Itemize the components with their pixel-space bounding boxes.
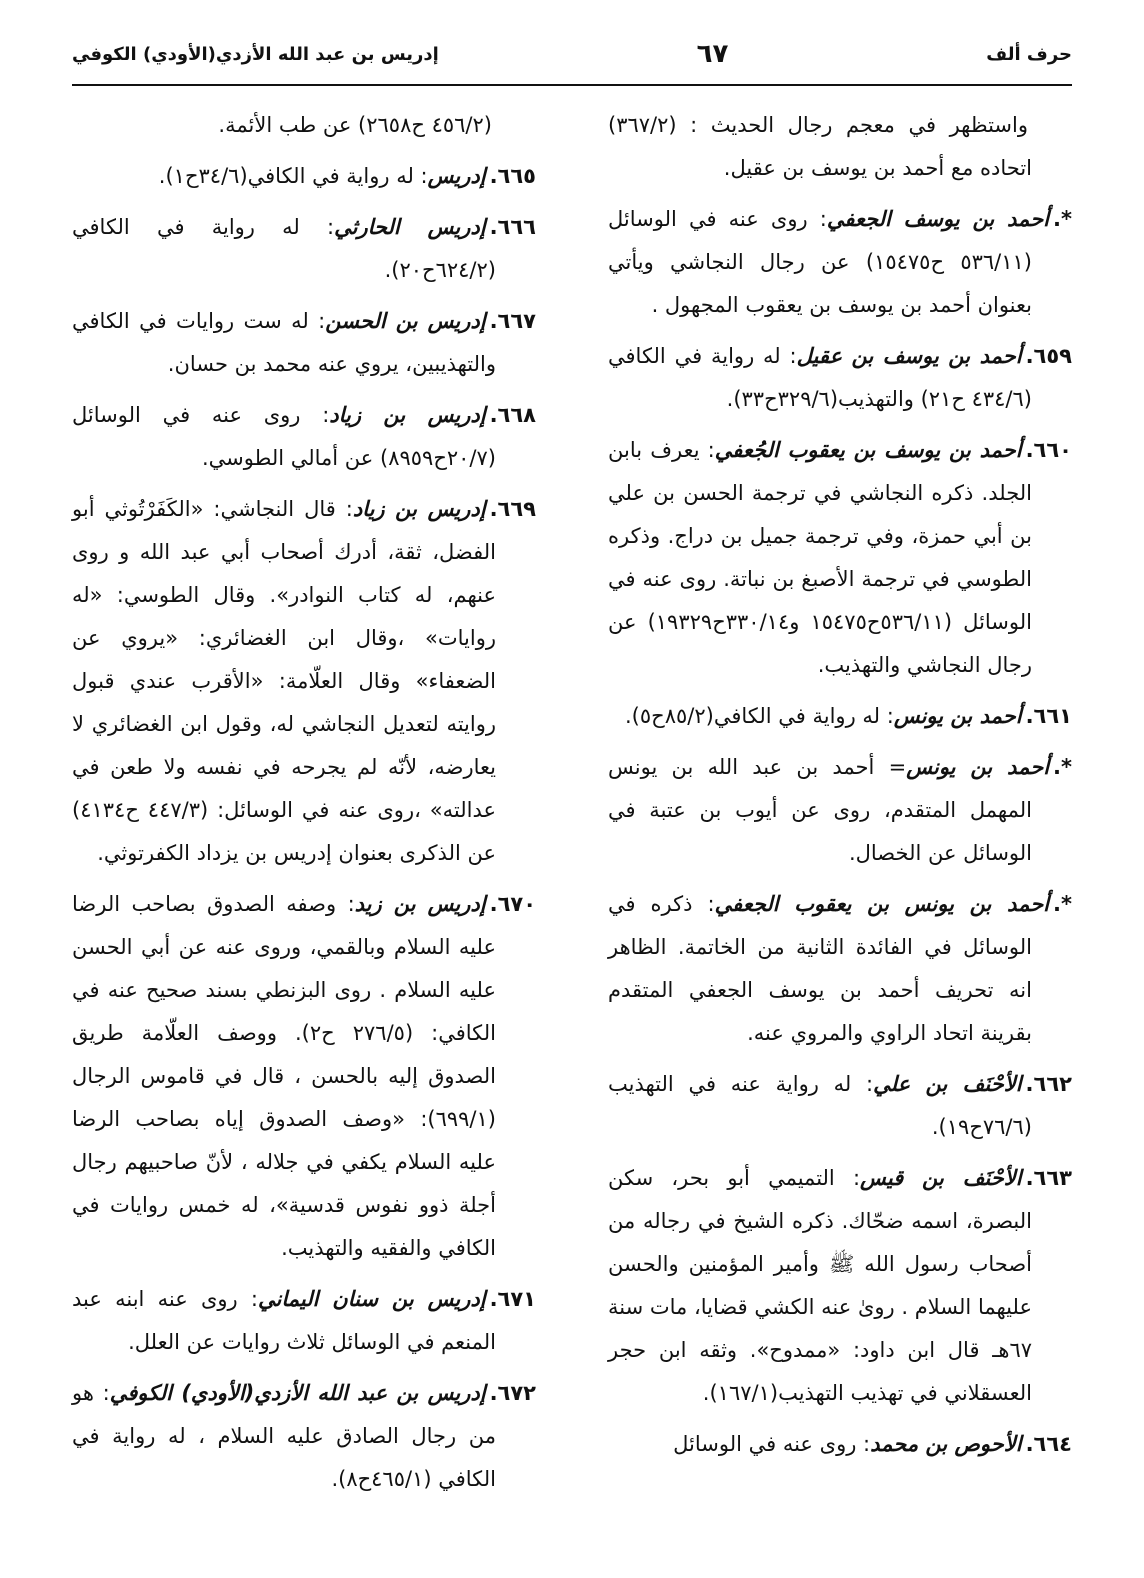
entry-heading: أحمد بن يوسف بن عقيل [796,344,1022,368]
entry-heading: إدريس [427,164,486,188]
entry-body: : له رواية عنه في التهذيب (٧٦/٦ح١٩). [608,1072,1032,1139]
entry-number: *. [1053,207,1072,231]
entry [608,883,1072,1055]
entry-heading: أحمد بن يونس [906,755,1050,779]
entry-number: ٦٦٥. [489,164,536,188]
entry-heading: إدريس بن الحسن [325,309,486,333]
entry [72,155,536,198]
header-rule [72,84,1072,86]
page-header [72,34,1072,74]
entry-body: : له رواية في الكافي(٨٥/٢ح٥). [625,704,894,728]
entry-number: *. [1053,755,1073,779]
entry [608,429,1072,687]
entry-number: ٦٧٢. [489,1381,536,1405]
entry-number: ٦٦٢. [1025,1072,1072,1096]
entry-heading: إدريس بن عبد الله الأزدي(الأودي) الكوفي [109,1381,486,1405]
entry [72,394,536,480]
entry-body: : روى عنه في الوسائل (٢٠/٧ح٨٩٥٩) عن أمالي الطوسي. [72,403,496,470]
entry-heading: إدريس بن زيد [354,892,486,916]
entry [608,104,1072,190]
entry-number: ٦٥٩. [1025,344,1072,368]
entry-number: ٦٦٧. [489,309,536,333]
entry [608,695,1072,738]
entry-body: : له رواية في الكافي (٤٣٤/٦ ح٢١) والتهذيب(٣٢٩/٦ح٣٣). [608,344,1032,411]
entry-heading: أحمد بن يوسف الجعفي [826,207,1050,231]
entry-body: : ذكره في الوسائل في الفائدة الثانية من الخاتمة. الظاهر انه تحريف أحمد بن يوسف الجعفي المتقدم بقرينة اتحاد الراوي والمروي عنه. [608,892,1032,1045]
entry-heading: الأحْنَف بن علي [873,1072,1022,1096]
entry [72,1372,536,1501]
entry-number: ٦٦٣. [1025,1166,1072,1190]
entry [72,300,536,386]
entry-number: ٦٦٦. [489,215,536,239]
entry-heading: أحمد بن يونس [893,704,1022,728]
entry [608,746,1072,875]
entry [608,1157,1072,1415]
entry-number: ٦٦٠. [1025,438,1072,462]
entry-body: واستظهر في معجم رجال الحديث : (٣٦٧/٢) اتحاده مع أحمد بن يوسف بن عقيل. [608,113,1032,180]
entry [608,1423,1072,1466]
entry-body: = أحمد بن عبد الله بن يونس المهمل المتقدم، روى عن أيوب بن عتبة في الوسائل عن الخصال. [608,755,1032,865]
entry-heading: إدريس الحارثي [334,215,486,239]
entry-body: : روى عنه في الوسائل [673,1432,871,1456]
entry [608,335,1072,421]
entry-body: : التميمي أبو بحر، سكن البصرة، اسمه ضحّاك. ذكره الشيخ في رجاله من أصحاب رسول الله ﷺ وأمير المؤمنين والحسن عليهما السلام . روىٰ عنه الكشي قضايا، مات سنة ٦٧هـ قال ابن داود: «ممدوح». وثقه ابن حجر العسقلاني في تهذيب التهذيب(١٦٧/١). [608,1166,1032,1405]
entry-body: : هو من رجال الصادق عليه السلام ، له رواية في الكافي (٤٦٥/١ح٨). [72,1381,496,1491]
left-column [72,104,536,1558]
entry-heading: إدريس بن سنان اليماني [257,1287,486,1311]
entry-body: : وصفه الصدوق بصاحب الرضا عليه السلام وبالقمي، وروى عنه عن أبي الحسن عليه السلام . روى البزنطي بسند صحيح عنه في الكافي: (٢٧٦/٥ ح٢). ووصف العلّامة طريق الصدوق إليه بالحسن ، قال في قاموس الرجال (٦٩٩/١): «وصف الصدوق إياه بصاحب الرضا عليه السلام يكفي في جلاله ، لأنّ صاحبيهم رجال أجلة ذوو نفوس قدسية»، له خمس روايات في الكافي والفقيه والتهذيب. [72,892,497,1260]
entry-body: : له ست روايات في الكافي والتهذيبين، يروي عنه محمد بن حسان. [72,309,496,376]
entry-heading: أحمد بن يوسف بن يعقوب الجُعفي [714,438,1022,462]
entry-heading: الأحْنَف بن قيس [860,1166,1022,1190]
entry-number: ٦٦١. [1025,704,1072,728]
entry [608,1063,1072,1149]
entry [608,198,1072,327]
entry-body: : يعرف بابن الجلد. ذكره النجاشي في ترجمة الحسن بن علي بن أبي حمزة، وفي ترجمة جميل بن دراج. وذكره الطوسي في ترجمة الأصبغ بن نباتة. روى عنه في الوسائل (٥٣٦/١١ح١٥٤٧٥ و٣٣٠/١٤ح١٩٣٢٩) عن رجال النجاشي والتهذيب. [608,438,1032,677]
entry-body: : له رواية في الكافي (٦٢٤/٢ح٢٠). [72,215,496,282]
page-number: ٦٧ [696,39,729,69]
entry-heading: الأحوص بن محمد [870,1432,1022,1456]
entry [72,206,536,292]
entry [72,104,536,147]
entry-heading: إدريس بن زياد [352,497,486,521]
entry-heading: أحمد بن يونس بن يعقوب الجعفي [714,892,1050,916]
running-title: إدريس بن عبد الله الأزدي(الأودي) الكوفي [72,43,439,65]
entry [72,1278,536,1364]
entry-number: ٦٦٩. [489,497,536,521]
entry-body: (٤٥٦/٢ ح٢٦٥٨) عن طب الأئمة. [218,113,492,137]
entry-body: : روى عنه ابنه عبد المنعم في الوسائل ثلاث روايات عن العلل. [72,1287,496,1354]
entry-number: ٦٧٠. [489,892,537,916]
entry-number: ٦٧١. [489,1287,536,1311]
entry [72,883,536,1270]
section-title: حرف ألف [986,43,1072,65]
entry-heading: إدريس بن زياد [329,403,486,427]
entry-body: : قال النجاشي: «الكَفَرْتُوثي أبو الفضل، ثقة، أدرك أصحاب أبي عبد الله و روى عنهم، له كتاب النوادر». وقال الطوسي: «له روايات» ،وقال ابن الغضائري: «يروي عن الضعفاء» وقال العلّامة: «الأقرب عندي قبول روايته لتعديل النجاشي له، وقول ابن الغضائري لا يعارضه، لأنّه لم يجرحه في نفسه ولا طعن في عدالته» ،روى عنه في الوسائل: (٤٤٧/٣ ح٤١٣٤) عن الذكرى بعنوان إدريس بن يزداد الكفرتوثي. [72,497,496,865]
text-columns [72,104,1072,1558]
entry [72,488,536,875]
entry-number: *. [1053,892,1072,916]
entry-number: ٦٦٨. [489,403,536,427]
entry-number: ٦٦٤. [1025,1432,1072,1456]
entry-body: : له رواية في الكافي(٣٤/٦ح١). [158,164,428,188]
entry-body: : روى عنه في الوسائل (٥٣٦/١١ ح١٥٤٧٥) عن رجال النجاشي ويأتي بعنوان أحمد بن يوسف بن يعقوب المجهول . [608,207,1032,317]
right-column [608,104,1072,1558]
